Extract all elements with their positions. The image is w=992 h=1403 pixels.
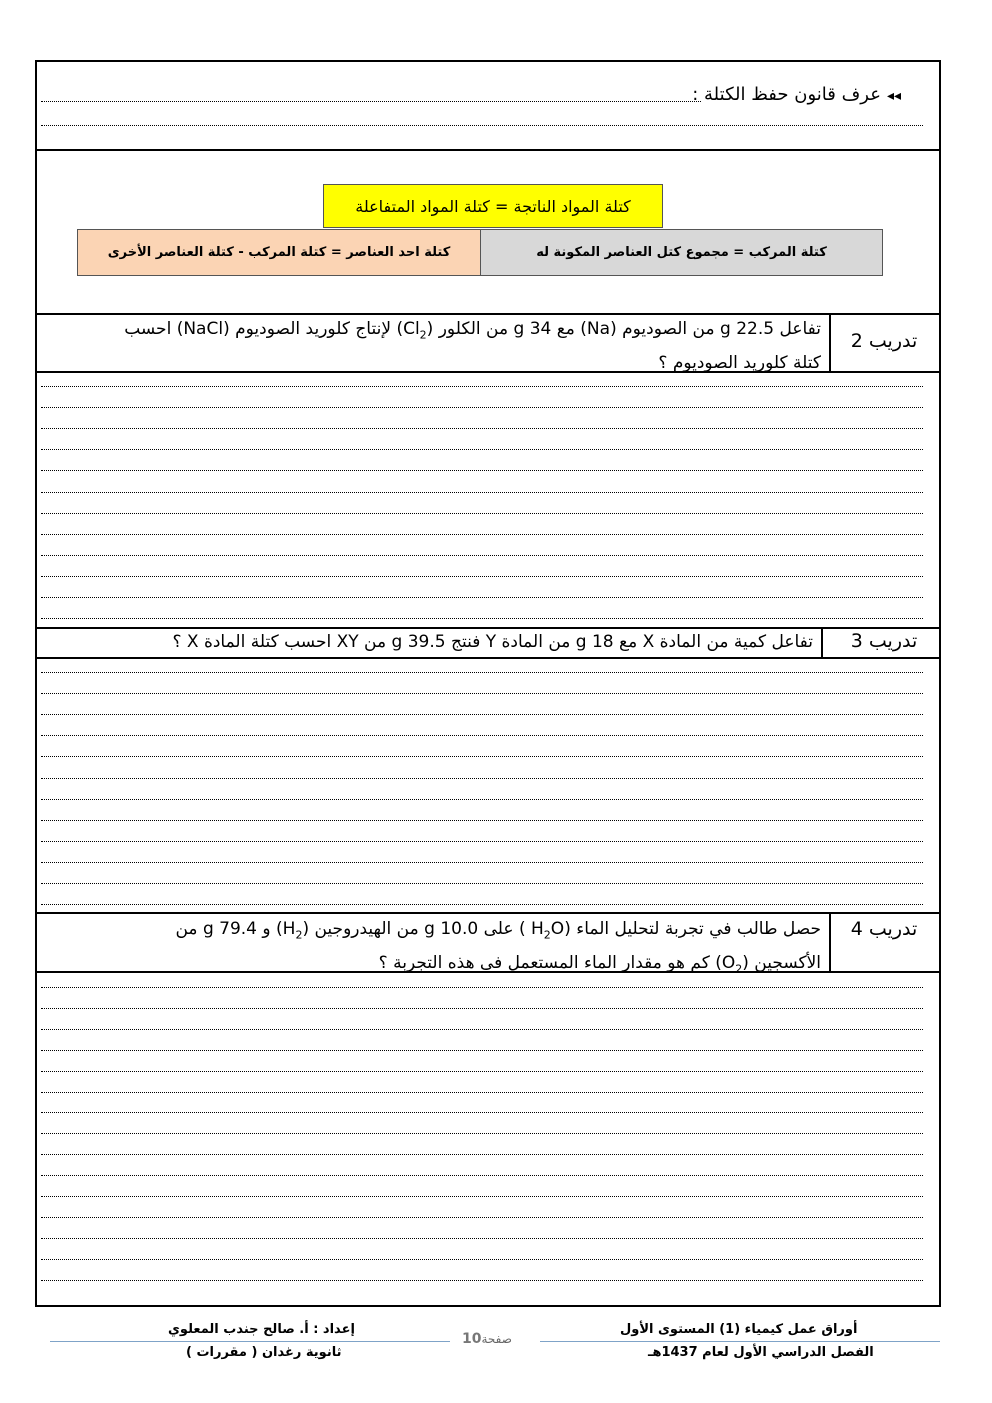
exercise-3-question: تفاعل كمية من المادة X مع 18 g من المادة Y فنتج 39.5 g من XY احسب كتلة المادة X ؟ bbox=[172, 632, 813, 652]
answer-line[interactable] bbox=[41, 449, 923, 450]
exercise-2-question: تفاعل 22.5 g من الصوديوم (Na) مع 34 g من الكلور $(Cl_2)$ لإنتاج كلوريد الصوديوم (NaCl) احسب كتلة كلوريد الصوديوم ؟ bbox=[124, 319, 821, 374]
answer-line[interactable] bbox=[41, 904, 923, 905]
double-arrow-bullet-icon: ◂◂ bbox=[886, 88, 901, 104]
answer-line[interactable] bbox=[41, 862, 923, 863]
answer-line[interactable] bbox=[41, 841, 923, 842]
footer-school: ثانوية رغدان ( مقررات ) bbox=[186, 1345, 342, 1360]
answer-line[interactable] bbox=[41, 407, 923, 408]
answer-line[interactable] bbox=[41, 513, 923, 514]
section-divider bbox=[37, 657, 939, 659]
exercise-4-label: تدريب 4 bbox=[850, 918, 918, 940]
answer-line[interactable] bbox=[41, 1196, 923, 1197]
answer-line[interactable] bbox=[41, 1154, 923, 1155]
answer-line[interactable] bbox=[41, 1050, 923, 1051]
answer-line[interactable] bbox=[41, 778, 923, 779]
formula-main-box: كتلة المواد الناتجة = كتلة المواد المتفاعلة bbox=[323, 184, 663, 228]
exercise-3-label: تدريب 3 bbox=[850, 630, 918, 652]
answer-line[interactable] bbox=[41, 714, 923, 715]
formula-compound-box: كتلة المركب = مجموع كتل العناصر المكونة له bbox=[480, 229, 883, 276]
answer-line[interactable] bbox=[41, 987, 923, 988]
answer-line[interactable] bbox=[41, 1217, 923, 1218]
answer-line[interactable] bbox=[41, 470, 923, 471]
formula-element-box: كتلة احد العناصر = كتلة المركب - كتلة العناصر الأخرى bbox=[77, 229, 481, 276]
definition-prompt: ◂◂عرف قانون حفظ الكتلة : bbox=[692, 84, 901, 105]
answer-line[interactable] bbox=[41, 125, 923, 126]
answer-line[interactable] bbox=[41, 1008, 923, 1009]
footer-author: إعداد : أ. صالح جندب المعلوي bbox=[168, 1322, 355, 1337]
answer-line[interactable] bbox=[41, 883, 923, 884]
answer-line[interactable] bbox=[41, 576, 923, 577]
footer-title: أوراق عمل كيمياء (1) المستوى الأول bbox=[620, 1322, 858, 1337]
answer-line[interactable] bbox=[41, 101, 701, 102]
answer-line[interactable] bbox=[41, 1133, 923, 1134]
answer-line[interactable] bbox=[41, 1259, 923, 1260]
answer-line[interactable] bbox=[41, 1092, 923, 1093]
answer-line[interactable] bbox=[41, 1175, 923, 1176]
footer-divider-left bbox=[50, 1341, 450, 1342]
section-divider bbox=[37, 371, 939, 373]
answer-line[interactable] bbox=[41, 1238, 923, 1239]
answer-line[interactable] bbox=[41, 428, 923, 429]
answer-line[interactable] bbox=[41, 618, 923, 619]
answer-line[interactable] bbox=[41, 735, 923, 736]
footer-term: الفصل الدراسي الأول لعام 1437هـ bbox=[648, 1345, 874, 1360]
answer-line[interactable] bbox=[41, 597, 923, 598]
section-divider bbox=[37, 149, 939, 151]
answer-line[interactable] bbox=[41, 672, 923, 673]
answer-line[interactable] bbox=[41, 1071, 923, 1072]
label-separator bbox=[821, 627, 823, 657]
answer-line[interactable] bbox=[41, 820, 923, 821]
answer-line[interactable] bbox=[41, 799, 923, 800]
answer-line[interactable] bbox=[41, 756, 923, 757]
exercise-4-question: حصل طالب في تجربة لتحليل الماء ($H_2O$ ) على 10.0 g من الهيدروجين $(H_2)$ و 79.4 g من الأكسجين $(O_2)$ كم هو مقدار الماء المستعمل في هذه التجربة ؟ bbox=[175, 919, 821, 976]
answer-line[interactable] bbox=[41, 693, 923, 694]
exercise-2-label: تدريب 2 bbox=[850, 330, 918, 352]
label-separator bbox=[829, 912, 831, 971]
worksheet-frame bbox=[35, 60, 941, 1307]
answer-line[interactable] bbox=[41, 386, 923, 387]
page-number: صفحة10 bbox=[462, 1331, 512, 1347]
section-divider bbox=[37, 912, 939, 914]
answer-line[interactable] bbox=[41, 555, 923, 556]
label-separator bbox=[829, 313, 831, 371]
answer-line[interactable] bbox=[41, 534, 923, 535]
section-divider bbox=[37, 971, 939, 973]
answer-line[interactable] bbox=[41, 1029, 923, 1030]
answer-line[interactable] bbox=[41, 1112, 923, 1113]
answer-line[interactable] bbox=[41, 492, 923, 493]
footer-divider-right bbox=[540, 1341, 940, 1342]
answer-line[interactable] bbox=[41, 1280, 923, 1281]
